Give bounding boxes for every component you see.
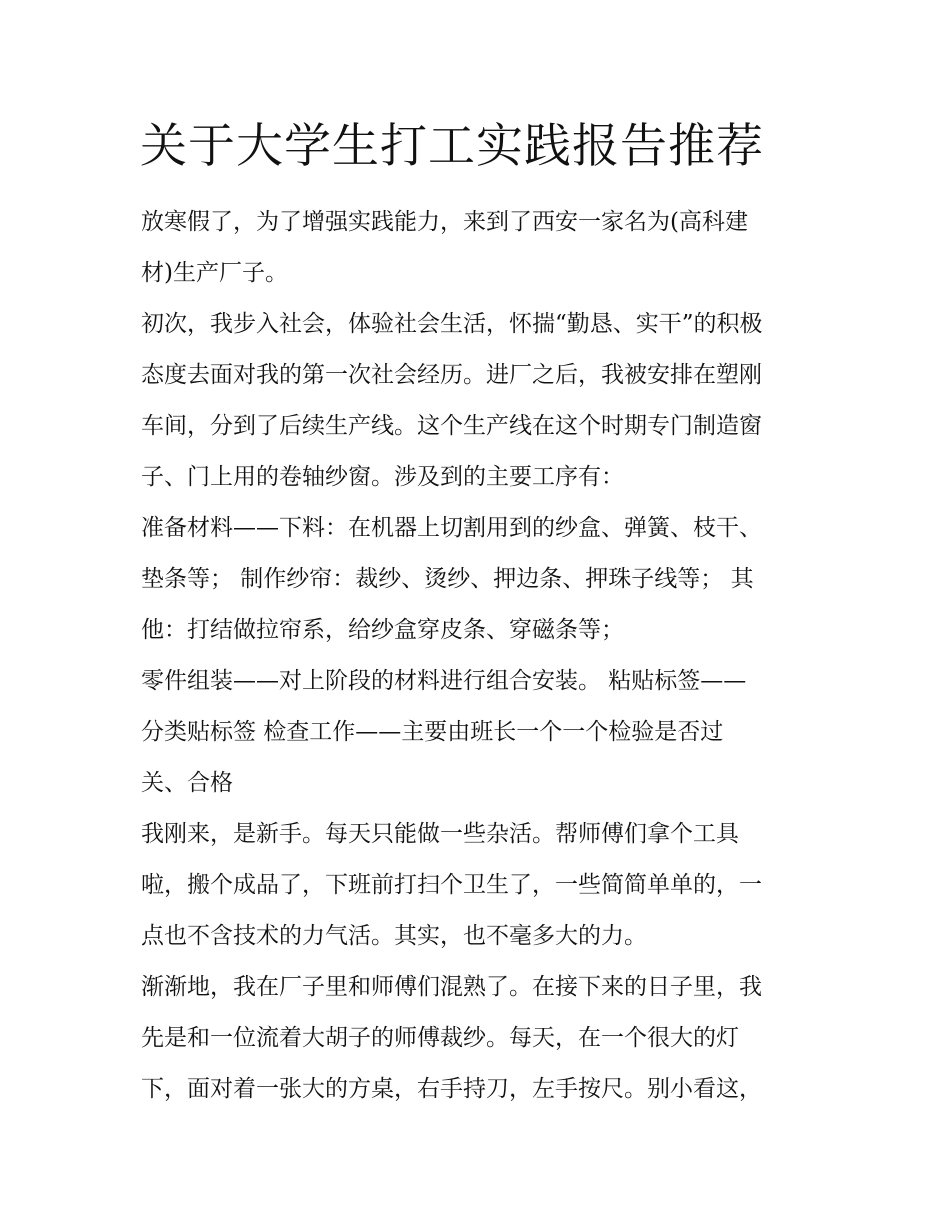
text-line-15: 点也不含技术的力气活。其实，也不毫多大的力。 <box>141 923 647 949</box>
text-line-1: 放寒假了，为了增强实践能力，来到了西安一家名为(高科建 <box>141 209 748 235</box>
text-line-4: 态度去面对我的第一次社会经历。进厂之后，我被安排在塑刚 <box>141 362 762 388</box>
text-line-16: 渐渐地，我在厂子里和师傅们混熟了。在接下来的日子里，我 <box>141 974 762 1000</box>
text-line-11: 分类贴标签 检查工作——主要由班长一个一个检验是否过 <box>141 719 724 745</box>
text-line-9: 他：打结做拉帘系，给纱盒穿皮条、穿磁条等； <box>141 617 624 643</box>
text-line-18: 下，面对着一张大的方桌，右手持刀，左手按尺。别小看这， <box>141 1076 762 1102</box>
text-line-8: 垫条等； 制作纱帘：裁纱、烫纱、押边条、押珠子线等； 其 <box>141 566 754 592</box>
text-line-13: 我刚来，是新手。每天只能做一些杂活。帮师傅们拿个工具 <box>141 821 739 847</box>
text-line-10: 零件组装——对上阶段的材料进行组合安装。 粘贴标签—— <box>141 668 747 694</box>
text-line-17: 先是和一位流着大胡子的师傅裁纱。每天，在一个很大的灯 <box>141 1025 739 1051</box>
document-title: 关于大学生打工实践报告推荐 <box>140 119 764 174</box>
text-line-3: 初次，我步入社会，体验社会生活，怀揣“勤恳、实干”的积极 <box>141 311 763 337</box>
text-line-6: 子、门上用的卷轴纱窗。涉及到的主要工序有： <box>141 464 624 490</box>
text-line-12: 关、合格 <box>141 770 233 796</box>
text-line-14: 啦，搬个成品了，下班前打扫个卫生了，一些简简单单的，一 <box>141 872 762 898</box>
text-line-7: 准备材料——下料：在机器上切割用到的纱盒、弹簧、枝干、 <box>141 515 762 541</box>
text-line-2: 材)生产厂子。 <box>141 260 288 286</box>
text-line-5: 车间，分到了后续生产线。这个生产线在这个时期专门制造窗 <box>141 413 762 439</box>
